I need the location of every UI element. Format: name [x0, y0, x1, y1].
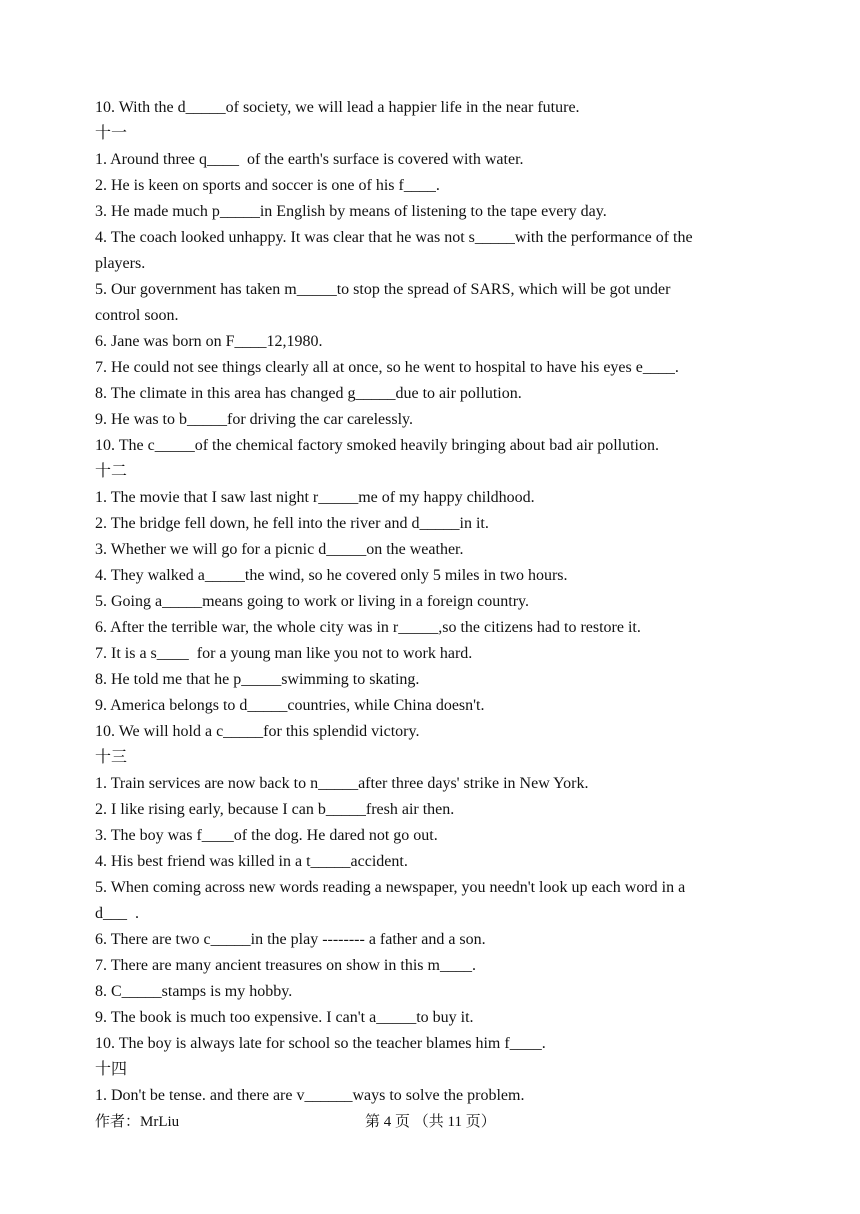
text-line: 9. The book is much too expensive. I can't a_____to buy it.	[95, 1009, 474, 1026]
text-line: 7. It is a s____ for a young man like you not to work hard.	[95, 645, 473, 662]
text-line: 5. Going a_____means going to work or living in a foreign country.	[95, 593, 529, 610]
text-line: 6. Jane was born on F____12,1980.	[95, 333, 323, 350]
text-line: 7. He could not see things clearly all at once, so he went to hospital to have his eyes e____.	[95, 359, 679, 376]
text-line: 5. When coming across new words reading a newspaper, you needn't look up each word in a	[95, 879, 686, 896]
text-line: d___ .	[95, 905, 139, 922]
text-line: 10. We will hold a c_____for this splendid victory.	[95, 723, 420, 740]
text-line: control soon.	[95, 307, 179, 324]
text-line: 1. Train services are now back to n_____after three days' strike in New York.	[95, 775, 589, 792]
page-number: 第 4 页 （共 11 页）	[365, 1114, 496, 1130]
text-line: 2. The bridge fell down, he fell into the river and d_____in it.	[95, 515, 489, 532]
text-line: 4. They walked a_____the wind, so he covered only 5 miles in two hours.	[95, 567, 568, 584]
footer-author: 作者：MrLiu	[95, 1114, 180, 1130]
text-line: 6. There are two c_____in the play -------- a father and a son.	[95, 931, 486, 948]
text-line: 3. Whether we will go for a picnic d_____on the weather.	[95, 541, 464, 558]
text-line: 8. The climate in this area has changed g_____due to air pollution.	[95, 385, 522, 402]
text-line: 7. There are many ancient treasures on show in this m____.	[95, 957, 476, 974]
text-line: 1. Around three q____ of the earth's surface is covered with water.	[95, 151, 524, 168]
document-body	[95, 95, 765, 1109]
text-line: 2. He is keen on sports and soccer is one of his f____.	[95, 177, 440, 194]
page-footer	[95, 1111, 765, 1133]
section-heading: 十二	[95, 463, 128, 480]
text-line: 10. With the d_____of society, we will lead a happier life in the near future.	[95, 99, 580, 116]
text-line: 10. The boy is always late for school so the teacher blames him f____.	[95, 1035, 546, 1052]
text-line: 9. America belongs to d_____countries, while China doesn't.	[95, 697, 485, 714]
text-line: 3. He made much p_____in English by means of listening to the tape every day.	[95, 203, 607, 220]
text-line: 1. The movie that I saw last night r_____me of my happy childhood.	[95, 489, 535, 506]
text-line: 4. His best friend was killed in a t_____accident.	[95, 853, 408, 870]
text-line: 2. I like rising early, because I can b_____fresh air then.	[95, 801, 455, 818]
text-line: 10. The c_____of the chemical factory smoked heavily bringing about bad air pollution.	[95, 437, 659, 454]
text-line: 4. The coach looked unhappy. It was clear that he was not s_____with the performance of the	[95, 229, 693, 246]
section-heading: 十一	[95, 125, 128, 142]
text-line: players.	[95, 255, 146, 272]
section-heading: 十四	[95, 1061, 128, 1078]
text-line: 6. After the terrible war, the whole city was in r_____,so the citizens had to restore it.	[95, 619, 641, 636]
section-heading: 十三	[95, 749, 128, 766]
text-line: 1. Don't be tense. and there are v______ways to solve the problem.	[95, 1087, 525, 1104]
text-line: 8. C_____stamps is my hobby.	[95, 983, 293, 1000]
text-line: 9. He was to b_____for driving the car carelessly.	[95, 411, 413, 428]
text-line: 5. Our government has taken m_____to stop the spread of SARS, which will be got under	[95, 281, 671, 298]
text-line: 3. The boy was f____of the dog. He dared not go out.	[95, 827, 438, 844]
text-line: 8. He told me that he p_____swimming to skating.	[95, 671, 420, 688]
